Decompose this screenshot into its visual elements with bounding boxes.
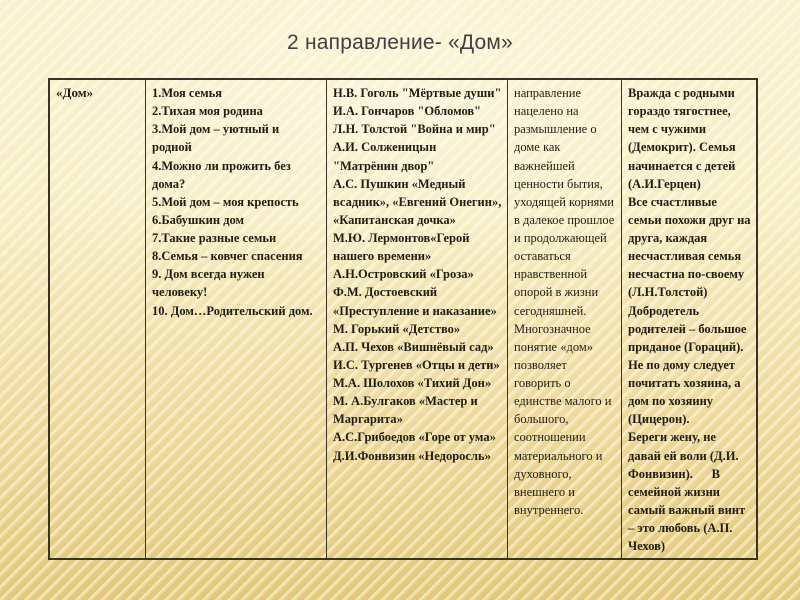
quote-paragraph: Вражда с родными гораздо тягостнее, чем с чужими (Демокрит). Семья начинается с детей (А.И.Герцен) <box>628 86 736 191</box>
work-line: А.И. Солженицын "Матрёнин двор" <box>333 140 437 173</box>
theme-line: 2.Тихая моя родина <box>152 104 263 119</box>
work-line: И.А. Гончаров "Обломов" <box>333 104 482 119</box>
table-cell-direction: направление нацелено на размышление о доме как важнейшей ценности бытия, уходящей корнями в далекое прошлое и продолжающей оставаться нравственной опорой в жизни сегодняшней. Многозначное понятие «дом» позволяет говорить о единстве малого и большого, соотношении материального и духовного, внешнего и внутреннего. <box>508 80 622 558</box>
theme-line: 10. Дом…Родительский дом. <box>152 303 313 318</box>
theme-line: 8.Семья – ковчег спасения <box>152 249 303 264</box>
work-line: М.А. Шолохов «Тихий Дон» <box>333 376 492 390</box>
theme-line: 7.Такие разные семьи <box>152 231 277 245</box>
work-line: А.Н.Островский «Гроза» <box>333 267 474 282</box>
work-line: И.С. Тургенев «Отцы и дети» <box>333 357 500 372</box>
table-cell-quotes <box>622 80 756 558</box>
work-line: М.Ю. Лермонтов«Герой нашего времени» <box>333 231 470 264</box>
quote-paragraph: Все счастливые семьи похожи друг на друга, каждая несчастливая семья несчастна по-своему (Л.Н.Толстой) <box>628 194 751 300</box>
theme-line: 1.Моя семья <box>152 86 223 100</box>
theme-line: 3.Мой дом – уютный и родной <box>152 122 280 155</box>
work-line: А.С. Пушкин «Медный всадник», «Евгений Онегин», «Капитанская дочка» <box>333 176 502 227</box>
theme-line: 6.Бабушкин дом <box>152 212 245 227</box>
work-line: Д.И.Фонвизин «Недоросль» <box>333 448 491 463</box>
work-line: Н.В. Гоголь "Мёртвые души" <box>333 86 502 100</box>
topic-header: «Дом» <box>56 85 94 100</box>
theme-line: 5.Мой дом – моя крепость <box>152 194 299 209</box>
quote-paragraph: Не по дому следует почитать хозяина, а дом по хозяину (Цицерон). <box>628 357 741 427</box>
work-line: М. Горький «Детство» <box>333 321 461 336</box>
table-cell-works <box>327 80 508 558</box>
work-line: А.П. Чехов «Вишнёвый сад» <box>333 339 494 354</box>
quote-paragraph: Береги жену, не давай ей воли (Д.И. Фонвизин). В семейной жизни самый важный винт – это любовь (А.П. Чехов) <box>628 430 746 554</box>
direction-table <box>48 78 758 560</box>
table-cell-themes <box>146 80 327 558</box>
table-cell-topic <box>50 80 146 558</box>
slide-title: 2 направление- «Дом» <box>287 31 513 54</box>
work-line: А.С.Грибоедов «Горе от ума» <box>333 430 496 445</box>
quote-paragraph: Добродетель родителей – большое приданое (Гораций). <box>628 303 747 354</box>
theme-line: 4.Можно ли прожить без дома? <box>152 158 291 191</box>
theme-line: 9. Дом всегда нужен человеку! <box>152 267 265 300</box>
work-line: М. А.Булгаков «Мастер и Маргарита» <box>333 394 478 427</box>
work-line: Ф.М. Достоевский «Преступление и наказание» <box>333 285 497 318</box>
work-line: Л.Н. Толстой "Война и мир" <box>333 122 496 137</box>
